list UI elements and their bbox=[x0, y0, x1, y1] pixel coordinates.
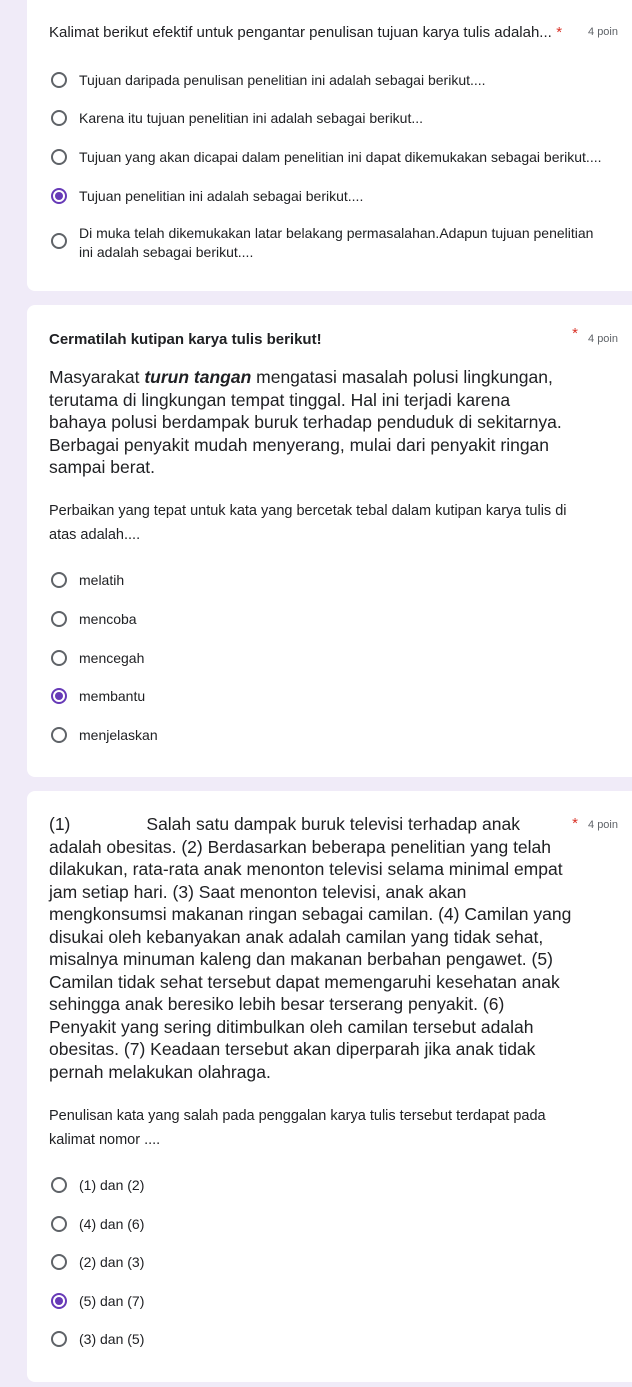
option-label: (2) dan (3) bbox=[79, 1254, 145, 1270]
option-label: Tujuan daripada penulisan penelitian ini adalah sebagai berikut.... bbox=[79, 72, 486, 88]
option-label: (5) dan (7) bbox=[79, 1293, 145, 1309]
option-label: Tujuan penelitian ini adalah sebagai berikut.... bbox=[79, 188, 364, 204]
option-label: membantu bbox=[79, 688, 146, 704]
question-title: Cermatilah kutipan karya tulis berikut! bbox=[49, 331, 322, 348]
question-prompt: Penulisan kata yang salah pada penggalan karya tulis tersebut terdapat pada kalimat nomor .... bbox=[49, 1108, 546, 1148]
option-label: mencoba bbox=[79, 611, 137, 627]
question-card-2 bbox=[27, 305, 632, 777]
option-label: (4) dan (6) bbox=[79, 1216, 145, 1232]
radio-button[interactable] bbox=[51, 727, 67, 743]
question-card-1 bbox=[27, 0, 632, 291]
option-4[interactable] bbox=[49, 687, 618, 706]
radio-button[interactable] bbox=[51, 72, 67, 88]
option-label: Karena itu tujuan penelitian ini adalah sebagai berikut... bbox=[79, 110, 424, 126]
option-5[interactable] bbox=[49, 224, 618, 262]
option-3[interactable] bbox=[49, 1253, 618, 1272]
option-label: Di muka telah dikemukakan latar belakang permasalahan.Adapun tujuan penelitian ini adalah sebagai berikut.... bbox=[79, 225, 594, 260]
radio-button[interactable] bbox=[51, 1254, 67, 1270]
radio-button-selected[interactable] bbox=[51, 1293, 67, 1309]
radio-button[interactable] bbox=[51, 611, 67, 627]
required-asterisk: * bbox=[556, 24, 563, 41]
option-2[interactable] bbox=[49, 1215, 618, 1234]
option-2[interactable] bbox=[49, 109, 618, 128]
question-header bbox=[49, 325, 618, 351]
sentence-number: (1) bbox=[49, 814, 71, 834]
radio-button-selected[interactable] bbox=[51, 688, 67, 704]
radio-button[interactable] bbox=[51, 1216, 67, 1232]
radio-button[interactable] bbox=[51, 110, 67, 126]
passage-text: Masyarakat bbox=[49, 367, 140, 387]
excerpt-passage bbox=[49, 813, 573, 1083]
option-label: melatih bbox=[79, 572, 125, 588]
question-card-3 bbox=[27, 791, 632, 1382]
question-title: Kalimat berikut efektif untuk pengantar penulisan tujuan karya tulis adalah... bbox=[49, 24, 552, 41]
radio-button[interactable] bbox=[51, 572, 67, 588]
option-label: Tujuan yang akan dicapai dalam penelitian ini dapat dikemukakan sebagai berikut.... bbox=[79, 149, 602, 165]
points-label: 4 poin bbox=[588, 819, 618, 831]
required-asterisk: * bbox=[572, 325, 578, 342]
option-label: menjelaskan bbox=[79, 727, 158, 743]
question-prompt: Perbaikan yang tepat untuk kata yang bercetak tebal dalam kutipan karya tulis di atas adalah.... bbox=[49, 503, 567, 543]
question-header bbox=[49, 22, 618, 44]
option-1[interactable] bbox=[49, 571, 618, 590]
option-label: mencegah bbox=[79, 650, 145, 666]
passage-text: adalah obesitas. (2) Berdasarkan beberapa penelitian yang telah dilakukan, rata-rata anak menonton televisi selama minimal empat jam setiap hari. (3) Saat menonton televisi, anak akan mengkonsumsi makanan ringan sebagai camilan. (4) Camilan yang disukai oleh kebanyakan anak adalah camilan yang tidak sehat, misalnya minuman kaleng dan makanan berbahan pengawet. (5) Camilan tidak sehat tersebut dapat memengaruhi kesehatan anak sehingga anak beresiko lebih besar terserang penyakit. (6) Penyakit yang sering ditimbulkan oleh camilan tersebut adalah obesitas. (7) Keadaan tersebut akan diperparah jika anak tidak pernah melakukan olahraga. bbox=[49, 836, 572, 1082]
radio-button[interactable] bbox=[51, 1177, 67, 1193]
option-3[interactable] bbox=[49, 649, 618, 668]
points-label: 4 poin bbox=[588, 333, 618, 345]
option-1[interactable] bbox=[49, 1176, 618, 1195]
option-3[interactable] bbox=[49, 148, 618, 167]
option-1[interactable] bbox=[49, 71, 618, 90]
passage-text: Salah satu dampak buruk televisi terhadap anak bbox=[146, 814, 520, 834]
radio-button[interactable] bbox=[51, 650, 67, 666]
option-5[interactable] bbox=[49, 726, 618, 745]
radio-button[interactable] bbox=[51, 149, 67, 165]
option-4[interactable] bbox=[49, 187, 618, 206]
option-2[interactable] bbox=[49, 610, 618, 629]
excerpt-passage bbox=[49, 366, 569, 479]
radio-button[interactable] bbox=[51, 1331, 67, 1347]
option-label: (1) dan (2) bbox=[79, 1177, 145, 1193]
option-5[interactable] bbox=[49, 1330, 618, 1349]
required-asterisk: * bbox=[572, 815, 578, 832]
radio-button-selected[interactable] bbox=[51, 188, 67, 204]
bold-word: turun tangan bbox=[144, 367, 252, 387]
passage-text: mengatasi masalah polusi lingkungan, terutama di lingkungan tempat tinggal. Hal ini terjadi karena bahaya polusi berdampak buruk terhadap penduduk di sekitarnya. Berbagai penyakit mudah menyerang, mulai dari penyakit ringan sampai berat. bbox=[49, 367, 562, 477]
radio-button[interactable] bbox=[51, 233, 67, 249]
option-4[interactable] bbox=[49, 1292, 618, 1311]
option-label: (3) dan (5) bbox=[79, 1331, 145, 1347]
points-label: 4 poin bbox=[588, 26, 618, 38]
